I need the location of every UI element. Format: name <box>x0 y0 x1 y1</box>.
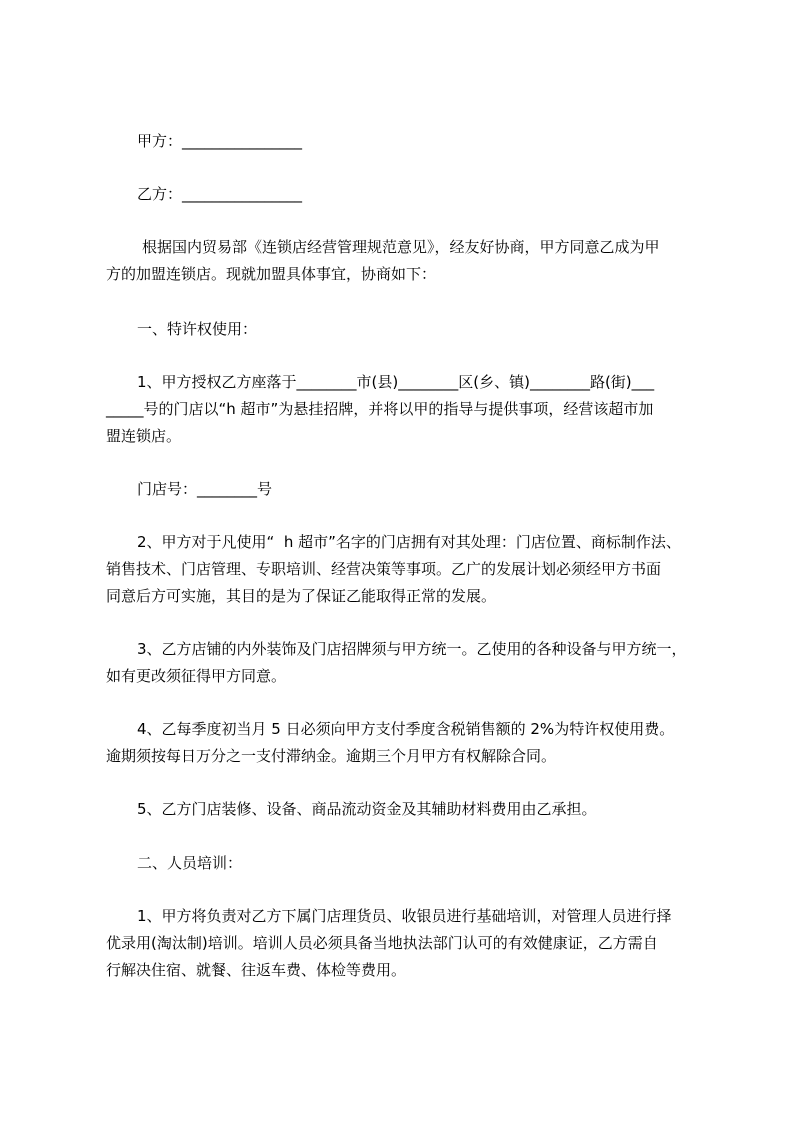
intro-line-1: 根据国内贸易部《连锁店经营管理规范意见》，经友好协商，甲方同意乙成为甲 <box>142 238 660 256</box>
clause-1-2-line-1: 2、甲方对于凡使用“ h 超市”名字的门店拥有对其处理：门店位置、商标制作法、 <box>137 533 681 551</box>
party-a-line: 甲方：________________ <box>137 132 303 150</box>
clause-2-1-line-2: 优录用(淘汰制)培训。培训人员必须具备当地执法部门认可的有效健康证，乙方需自 <box>106 934 658 952</box>
store-number-line: 门店号：________号 <box>137 480 273 498</box>
clause-1-1-line-1: 1、甲方授权乙方座落于________市(县)________区(乡、镇)________路(街)___ <box>137 373 655 391</box>
section-1-heading: 一、特许权使用： <box>137 320 258 338</box>
clause-1-2-line-3: 同意后方可实施，其目的是为了保证乙能取得正常的发展。 <box>106 587 497 605</box>
clause-1-5-line: 5、乙方门店装修、设备、商品流动资金及其辅助材料费用由乙承担。 <box>137 800 597 818</box>
section-2-heading: 二、人员培训： <box>137 854 243 872</box>
clause-1-3-line-1: 3、乙方店铺的内外装饰及门店招牌须与甲方统一。乙使用的各种设备与甲方统一， <box>137 640 687 658</box>
clause-2-1-line-1: 1、甲方将负责对乙方下属门店理货员、收银员进行基础培训，对管理人员进行择 <box>137 907 672 925</box>
clause-1-2-line-2: 销售技术、门店管理、专职培训、经营决策等事项。乙广的发展计划必须经甲方书面 <box>106 560 662 578</box>
clause-1-1-line-2: _____号的门店以“h 超市”为悬挂招牌，并将以甲的指导与提供事项，经营该超市加 <box>106 400 654 418</box>
clause-1-4-line-2: 逾期须按每日万分之一支付滞纳金。逾期三个月甲方有权解除合同。 <box>106 747 557 765</box>
clause-1-3-line-2: 如有更改须征得甲方同意。 <box>106 667 287 685</box>
clause-2-1-line-3: 行解决住宿、就餐、往返车费、体检等费用。 <box>106 961 407 979</box>
clause-1-1-line-3: 盟连锁店。 <box>106 427 182 445</box>
party-b-line: 乙方：________________ <box>137 185 303 203</box>
clause-1-4-line-1: 4、乙每季度初当月 5 日必须向甲方支付季度含税销售额的 2%为特许权使用费。 <box>137 720 675 738</box>
intro-line-2: 方的加盟连锁店。现就加盟具体事宜，协商如下： <box>106 265 437 283</box>
